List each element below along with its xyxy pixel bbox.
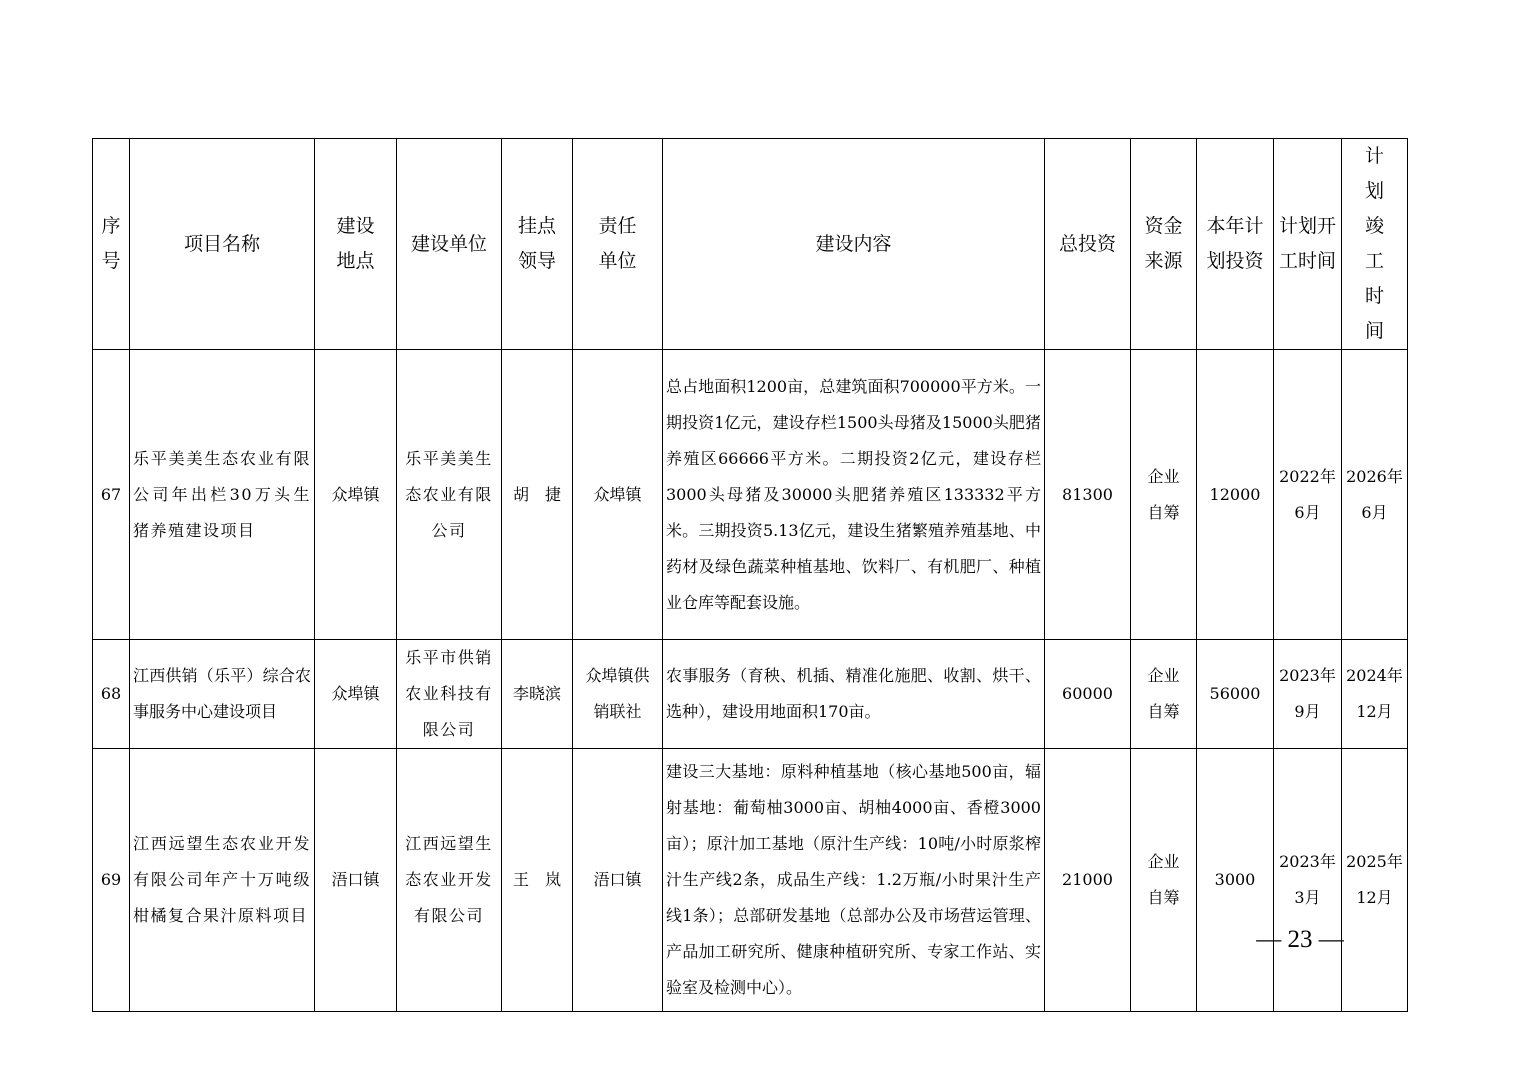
row-resp: 众埠镇 xyxy=(573,350,663,640)
header-year-plan: 本年计划投资 xyxy=(1197,139,1274,350)
header-end: 计划竣工时间 xyxy=(1342,139,1408,350)
header-total: 总投资 xyxy=(1045,139,1131,350)
row-resp: 浯口镇 xyxy=(573,749,663,1012)
row-start: 2023年9月 xyxy=(1274,640,1342,749)
header-name: 项目名称 xyxy=(130,139,315,350)
row-seq: 69 xyxy=(93,749,130,1012)
row-year-plan: 56000 xyxy=(1197,640,1274,749)
row-year-plan: 12000 xyxy=(1197,350,1274,640)
header-source: 资金来源 xyxy=(1131,139,1197,350)
header-unit: 建设单位 xyxy=(397,139,502,350)
row-content: 总占地面积1200亩，总建筑面积700000平方米。一期投资1亿元，建设存栏1500头母猪及15000头肥猪养殖区66666平方米。二期投资2亿元，建设存栏3000头母猪及30000头肥猪养殖区133332平方米。三期投资5.13亿元，建设生猪繁殖养殖基地、中药材及绿色蔬菜种植基地、饮料厂、有机肥厂、种植业仓库等配套设施。 xyxy=(663,350,1045,640)
header-start: 计划开工时间 xyxy=(1274,139,1342,350)
row-leader: 李晓滨 xyxy=(502,640,573,749)
row-start: 2022年6月 xyxy=(1274,350,1342,640)
table-row xyxy=(93,640,1408,749)
page-number: — 23 — xyxy=(1256,926,1344,953)
row-source: 企业自筹 xyxy=(1131,749,1197,1012)
row-name: 江西供销（乐平）综合农事服务中心建设项目 xyxy=(130,640,315,749)
header-content: 建设内容 xyxy=(663,139,1045,350)
row-total: 81300 xyxy=(1045,350,1131,640)
row-resp: 众埠镇供销联社 xyxy=(573,640,663,749)
header-location: 建设地点 xyxy=(315,139,397,350)
row-end: 2024年12月 xyxy=(1342,640,1408,749)
project-table xyxy=(92,138,1408,1012)
row-total: 60000 xyxy=(1045,640,1131,749)
row-unit: 乐平市供销农业科技有限公司 xyxy=(397,640,502,749)
row-end: 2026年6月 xyxy=(1342,350,1408,640)
header-row xyxy=(93,139,1408,350)
row-location: 浯口镇 xyxy=(315,749,397,1012)
table-row xyxy=(93,749,1408,1012)
row-source: 企业自筹 xyxy=(1131,350,1197,640)
row-location: 众埠镇 xyxy=(315,350,397,640)
row-year-plan: 3000 xyxy=(1197,749,1274,1012)
row-leader: 胡 捷 xyxy=(502,350,573,640)
row-name: 江西远望生态农业开发有限公司年产十万吨级柑橘复合果汁原料项目 xyxy=(130,749,315,1012)
header-resp: 责任单位 xyxy=(573,139,663,350)
table-row xyxy=(93,350,1408,640)
header-leader: 挂点领导 xyxy=(502,139,573,350)
row-end: 2025年12月 xyxy=(1342,749,1408,1012)
row-leader: 王 岚 xyxy=(502,749,573,1012)
header-seq: 序号 xyxy=(93,139,130,350)
row-seq: 68 xyxy=(93,640,130,749)
row-content: 建设三大基地：原料种植基地（核心基地500亩，辐射基地：葡萄柚3000亩、胡柚4000亩、香橙3000亩）；原汁加工基地（原汁生产线：10吨/小时原浆榨汁生产线2条，成品生产线：1.2万瓶/小时果汁生产线1条）；总部研发基地（总部办公及市场营运管理、产品加工研究所、健康种植研究所、专家工作站、实验室及检测中心）。 xyxy=(663,749,1045,1012)
row-seq: 67 xyxy=(93,350,130,640)
row-name: 乐平美美生态农业有限公司年出栏30万头生猪养殖建设项目 xyxy=(130,350,315,640)
row-location: 众埠镇 xyxy=(315,640,397,749)
row-unit: 江西远望生态农业开发有限公司 xyxy=(397,749,502,1012)
row-content: 农事服务（育秧、机插、精准化施肥、收割、烘干、选种），建设用地面积170亩。 xyxy=(663,640,1045,749)
row-total: 21000 xyxy=(1045,749,1131,1012)
row-unit: 乐平美美生态农业有限公司 xyxy=(397,350,502,640)
row-start: 2023年3月 xyxy=(1274,749,1342,1012)
row-source: 企业自筹 xyxy=(1131,640,1197,749)
